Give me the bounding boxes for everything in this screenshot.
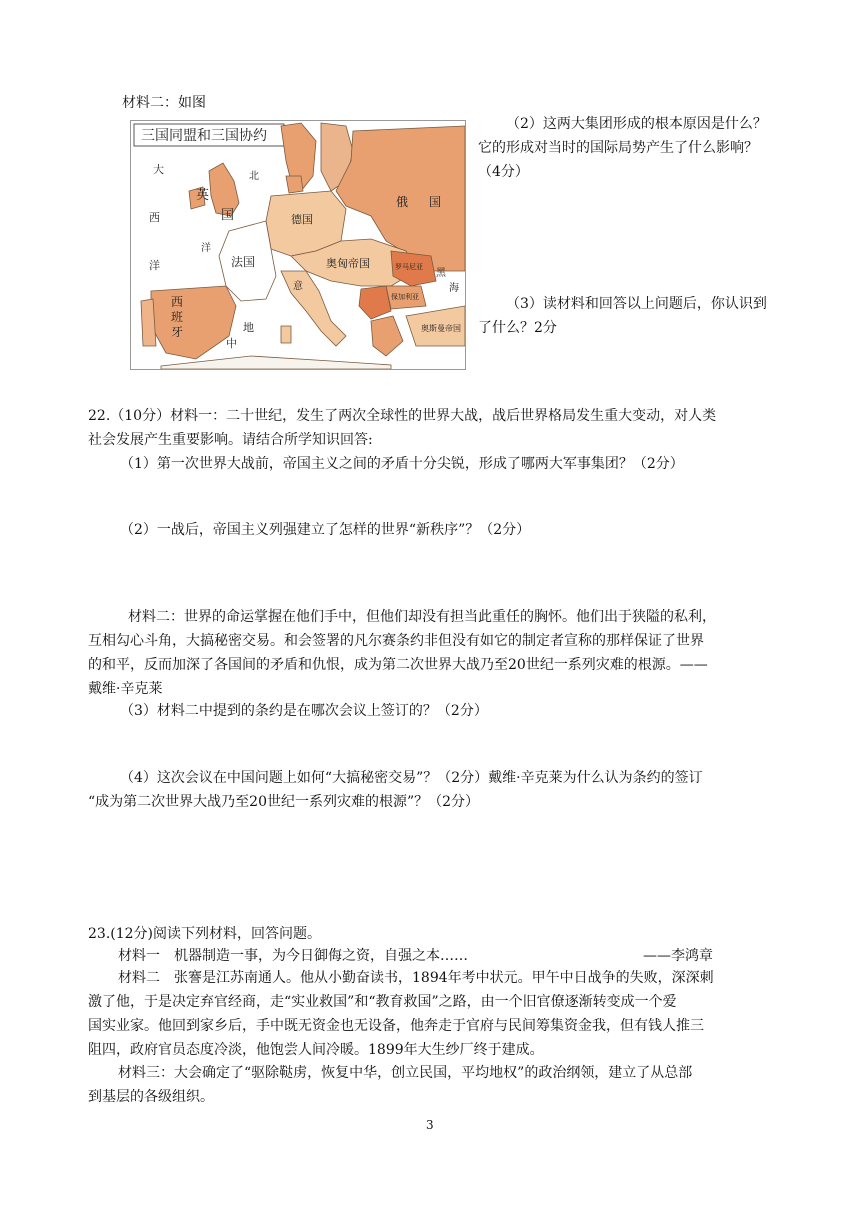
q23-material-3-line1: 材料三：大会确定了“驱除鞑虏，恢复中华，创立民国，平均地权”的政治纲领，建立了从总部 — [118, 1065, 693, 1081]
sea-label-da: 大 — [153, 163, 164, 176]
q22-material-2-line3: 的和平，反而加深了各国间的矛盾和仇恨，成为第二次世界大战乃至20世纪一系列灾难的根源。—— — [88, 657, 708, 673]
q22-question-1: （1）第一次世界大战前，帝国主义之间的矛盾十分尖锐，形成了哪两大军事集团？（2分） — [120, 456, 684, 472]
med-label-di: 地 — [243, 321, 254, 334]
north-sea-label: 北 — [249, 171, 259, 182]
spain-label-ban: 班 — [171, 310, 184, 324]
q22-question-4-line2: “成为第二次世界大战乃至20世纪一系列灾难的根源”？（2分） — [88, 794, 480, 810]
map-title: 三国同盟和三国协约 — [141, 128, 267, 144]
section2-question-2: （2）这两大集团形成的根本原因是什么？它的形成对当时的国际局势产生了什么影响？（4分） — [478, 116, 767, 180]
q23-intro: 23.(12分)阅读下列材料，回答问题。 — [88, 926, 322, 942]
sea-label-xi: 西 — [149, 211, 160, 224]
q23-material-2-line3: 国实业家。他回到家乡后，手中既无资金也无设备，他奔走于官府与民间筹集资金我，但有钱人推三 — [88, 1018, 704, 1034]
britain-label-ying: 英 — [196, 188, 210, 203]
q22-material-2-line2: 互相勾心斗角，大搞秘密交易。和会签署的凡尔赛条约非但没有如它的制定者宣称的那样保证了世界 — [88, 633, 704, 649]
q22-question-4-line1: （4）这次会议在中国问题上如何“大搞秘密交易”？（2分）戴维·辛克莱为什么认为条约的签订 — [120, 770, 703, 786]
balkan-label-1: 罗马尼亚 — [395, 263, 423, 271]
q23-material-2-line2: 激了他，于是决定弃官经商，走“实业救国”和“教育救国”之路，由一个旧官僚逐渐转变成一个爱 — [88, 994, 677, 1010]
russia-label-guo: 国 — [429, 195, 442, 209]
black-sea-hai-label: 海 — [449, 283, 459, 294]
q23-material-1-source: ——李鸿章 — [643, 948, 713, 964]
black-sea-label: 黑 — [436, 268, 446, 279]
spain-label-xi: 西 — [171, 295, 184, 309]
q23-material-2-line4: 阻四，政府官员态度冷淡，他饱尝人间冷暖。1899年大生纱厂终于建成。 — [88, 1042, 544, 1058]
russia-label-e: 俄 — [396, 195, 409, 209]
q22-question-2: （2）一战后，帝国主义列强建立了怎样的世界“新秩序”？（2分） — [120, 522, 531, 538]
spain-label-ya: 牙 — [171, 325, 184, 339]
section2-question-3: （3）读材料和回答以上问题后，你认识到了什么？2分 — [478, 296, 767, 336]
britain-label-guo: 国 — [221, 208, 235, 223]
page-number: 3 — [426, 1118, 434, 1132]
q22-material-2-line4: 戴维·辛克莱 — [88, 681, 163, 697]
material-2-label: 材料二：如图 — [122, 95, 206, 111]
italy-label: 意 — [293, 281, 303, 292]
alliance-map-figure — [130, 120, 466, 370]
sea-label-yang: 洋 — [149, 259, 160, 272]
balkan-label-2: 保加利亚 — [391, 293, 419, 301]
q22-intro-line2: 社会发展产生重要影响。请结合所学知识回答: — [88, 432, 373, 448]
q22-material-2-line1: 材料二：世界的命运掌握在他们手中，但他们却没有担当此重任的胸怀。他们出于狭隘的私利， — [128, 609, 716, 625]
germany-label: 德国 — [291, 213, 313, 226]
q22-question-3: （3）材料二中提到的条约是在哪次会议上签订的？（2分） — [120, 703, 488, 719]
q23-material-2-line1: 材料二 张謇是江苏南通人。他从小勤奋读书，1894年考中状元。甲午中日战争的失败，深深刺 — [118, 970, 714, 986]
q23-material-1: 材料一 机器制造一事，为今日御侮之资，自强之本…… — [118, 948, 468, 964]
austria-label: 奥匈帝国 — [326, 257, 370, 270]
france-label: 法国 — [231, 255, 256, 269]
europe-map — [131, 121, 465, 369]
med-label-zhong: 中 — [226, 337, 237, 350]
q23-material-3-line2: 到基层的各级组织。 — [88, 1089, 214, 1105]
q22-intro-line1: 22.（10分）材料一：二十世纪，发生了两次全球性的世界大战，战后世界格局发生重大变动，对人类 — [88, 408, 717, 424]
atlantic-partial-label: 洋 — [201, 243, 211, 254]
turkey-label: 奥斯曼帝国 — [421, 324, 461, 333]
